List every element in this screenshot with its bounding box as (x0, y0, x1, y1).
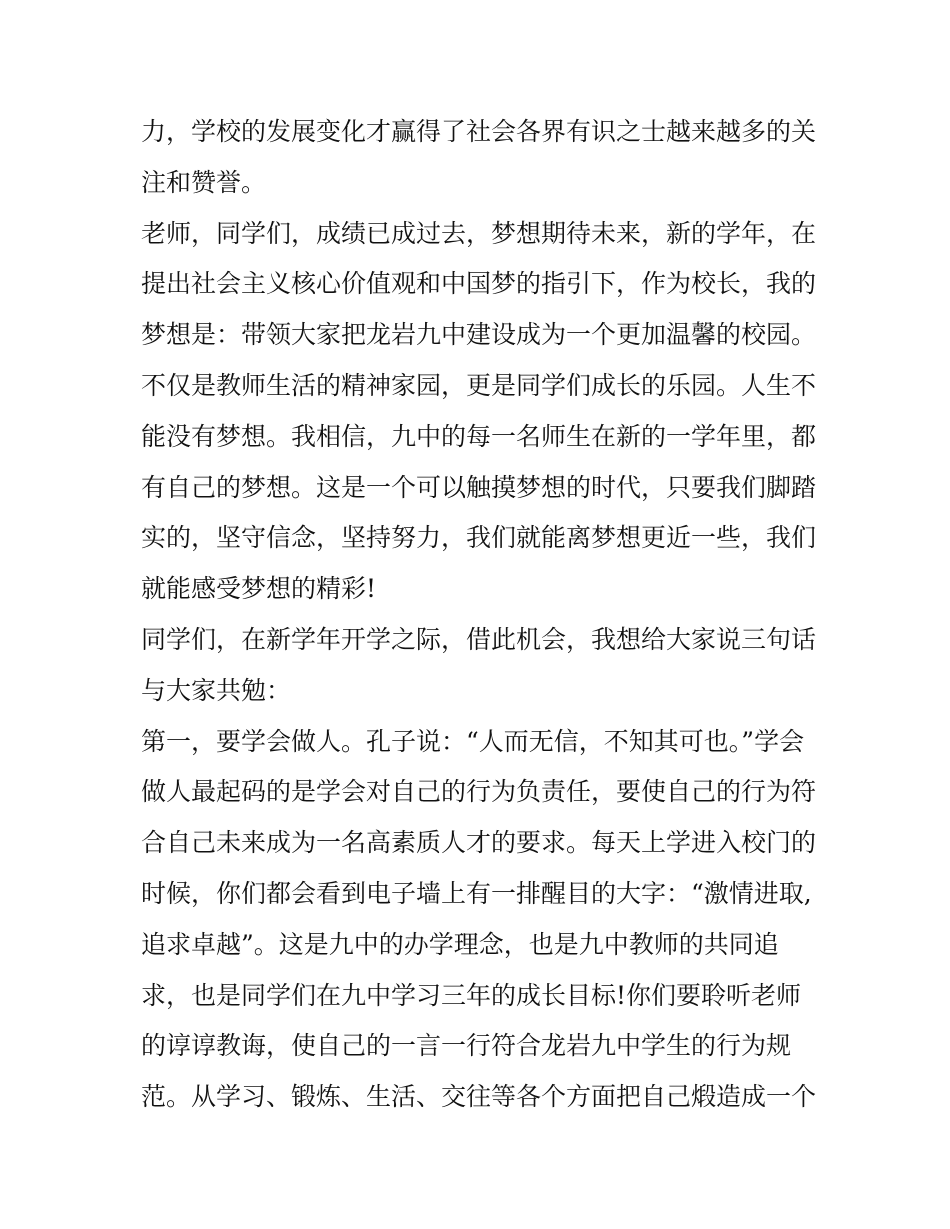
text-line: 求，也是同学们在九中学习三年的成长目标!你们要聆听老师 (141, 980, 802, 1010)
text-line: 范。从学习、锻炼、生活、交往等各个方面把自己煅造成一个 (141, 1082, 817, 1112)
text-line: 与大家共勉： (141, 675, 292, 705)
text-line: 第一，要学会做人。孔子说：“人而无信，不知其可也。”学会 (141, 726, 805, 756)
text-line: 做人最起码的是学会对自己的行为负责任，要使自己的行为符 (141, 777, 817, 807)
text-line: 追求卓越”。这是九中的办学理念，也是九中教师的共同追 (141, 929, 779, 959)
text-line: 就能感受梦想的精彩! (141, 574, 377, 604)
text-line: 实的，坚守信念，坚持努力，我们就能离梦想更近一些，我们 (141, 523, 817, 553)
body-text (141, 107, 821, 1123)
text-line: 提出社会主义核心价值观和中国梦的指引下，作为校长，我的 (141, 269, 817, 299)
text-line: 的谆谆教诲，使自己的一言一行符合龙岩九中学生的行为规 (141, 1031, 792, 1061)
text-line: 力，学校的发展变化才赢得了社会各界有识之士越来越多的关 (141, 117, 817, 146)
text-line: 同学们，在新学年开学之际，借此机会，我想给大家说三句话 (141, 624, 817, 654)
text-line: 能没有梦想。我相信，九中的每一名师生在新的一学年里，都 (141, 421, 817, 451)
text-line: 时候，你们都会看到电子墙上有一排醒目的大字：“激情进取, (141, 878, 812, 908)
text-line: 合自己未来成为一名高素质人才的要求。每天上学进入校门的 (141, 828, 817, 858)
text-line: 老师，同学们，成绩已成过去，梦想期待未来，新的学年，在 (141, 218, 817, 248)
text-line: 梦想是：带领大家把龙岩九中建设成为一个更加温馨的校园。 (141, 320, 817, 350)
text-line: 有自己的梦想。这是一个可以触摸梦想的时代，只要我们脚踏 (141, 472, 817, 502)
text-line: 不仅是教师生活的精神家园，更是同学们成长的乐园。人生不 (141, 370, 817, 400)
text-line: 注和赞誉。 (141, 167, 267, 197)
